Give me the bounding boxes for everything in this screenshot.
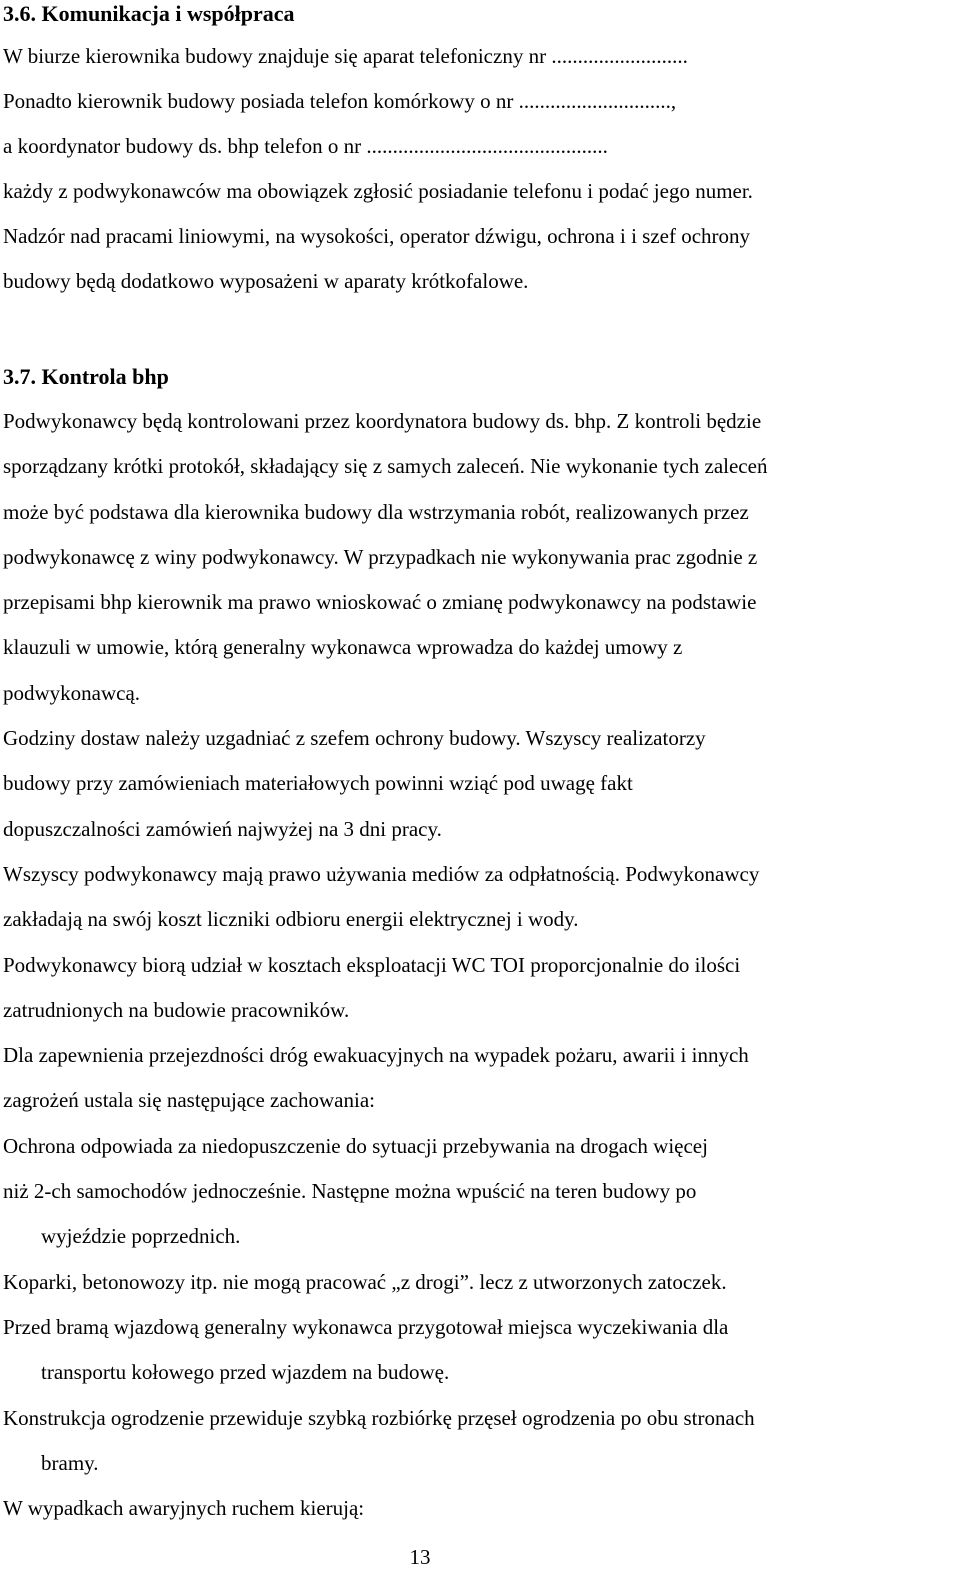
section-3-7-body [3,399,767,1531]
paragraph-line: a koordynator budowy ds. bhp telefon o nr .............................................. [3,134,608,158]
paragraph-line: klauzuli w umowie, którą generalny wykonawca wprowadza do każdej umowy z [3,635,683,660]
page-number: 13 [409,1545,431,1569]
paragraph-line: Przed bramą wjazdową generalny wykonawca przygotował miejsca wyczekiwania dla [3,1314,729,1339]
section-3-6-heading: 3.6. Komunikacja i współpraca [3,1,295,26]
paragraph-line: każdy z podwykonawców ma obowiązek zgłosić posiadanie telefonu i podać jego numer. [3,179,753,203]
paragraph-line: W biurze kierownika budowy znajduje się aparat telefoniczny nr .......................... [3,44,688,68]
paragraph-line: budowy będą dodatkowo wyposażeni w aparaty krótkofalowe. [3,269,529,293]
paragraph-line: sporządzany krótki protokół, składający się z samych zaleceń. Nie wykonanie tych zaleceń [3,454,768,479]
section-3-7-heading: 3.7. Kontrola bhp [3,364,169,389]
paragraph-line: budowy przy zamówieniach materiałowych powinni wziąć pod uwagę fakt [3,771,633,796]
paragraph-line-indented: bramy. [41,1450,99,1475]
paragraph-line-indented: transportu kołowego przed wjazdem na budowę. [41,1360,450,1385]
paragraph-line: przepisami bhp kierownik ma prawo wnioskować o zmianę podwykonawcy na podstawie [3,590,757,615]
paragraph-line: Wszyscy podwykonawcy mają prawo używania mediów za odpłatnością. Podwykonawcy [3,861,760,886]
paragraph-line: zatrudnionych na budowie pracowników. [3,997,350,1022]
paragraph-line: niż 2-ch samochodów jednocześnie. Następne można wpuścić na teren budowy po [3,1179,697,1204]
paragraph-line: Ponadto kierownik budowy posiada telefon komórkowy o nr ............................., [3,89,677,113]
section-3-6-body [3,34,753,304]
paragraph-line: zagrożeń ustala się następujące zachowania: [3,1088,375,1113]
paragraph-line: może być podstawa dla kierownika budowy dla wstrzymania robót, realizowanych przez [3,499,749,524]
paragraph-line: podwykonawcę z winy podwykonawcy. W przypadkach nie wykonywania prac zgodnie z [3,544,758,569]
paragraph-line: Nadzór nad pracami liniowymi, na wysokości, operator dźwigu, ochrona i i szef ochrony [3,224,751,248]
paragraph-line: Dla zapewnienia przejezdności dróg ewakuacyjnych na wypadek pożaru, awarii i innych [3,1043,749,1068]
paragraph-line: dopuszczalności zamówień najwyżej na 3 dni pracy. [3,816,442,841]
paragraph-line: Podwykonawcy będą kontrolowani przez koordynatora budowy ds. bhp. Z kontroli będzie [3,409,762,433]
paragraph-line: Ochrona odpowiada za niedopuszczenie do sytuacji przebywania na drogach więcej [3,1133,708,1158]
paragraph-line: podwykonawcą. [3,680,141,705]
paragraph-line-indented: wyjeździe poprzednich. [41,1224,241,1249]
paragraph-line: Podwykonawcy biorą udział w kosztach eksploatacji WC TOI proporcjonalnie do ilości [3,952,741,977]
paragraph-line: W wypadkach awaryjnych ruchem kierują: [3,1496,365,1521]
paragraph-line: Konstrukcja ogrodzenie przewiduje szybką rozbiórkę przęseł ogrodzenia po obu stronach [3,1405,755,1430]
paragraph-line: Koparki, betonowozy itp. nie mogą pracować „z drogi”. lecz z utworzonych zatoczek. [3,1269,727,1294]
paragraph-line: Godziny dostaw należy uzgadniać z szefem ochrony budowy. Wszyscy realizatorzy [3,726,706,751]
paragraph-line: zakładają na swój koszt liczniki odbioru energii elektrycznej i wody. [3,907,579,932]
